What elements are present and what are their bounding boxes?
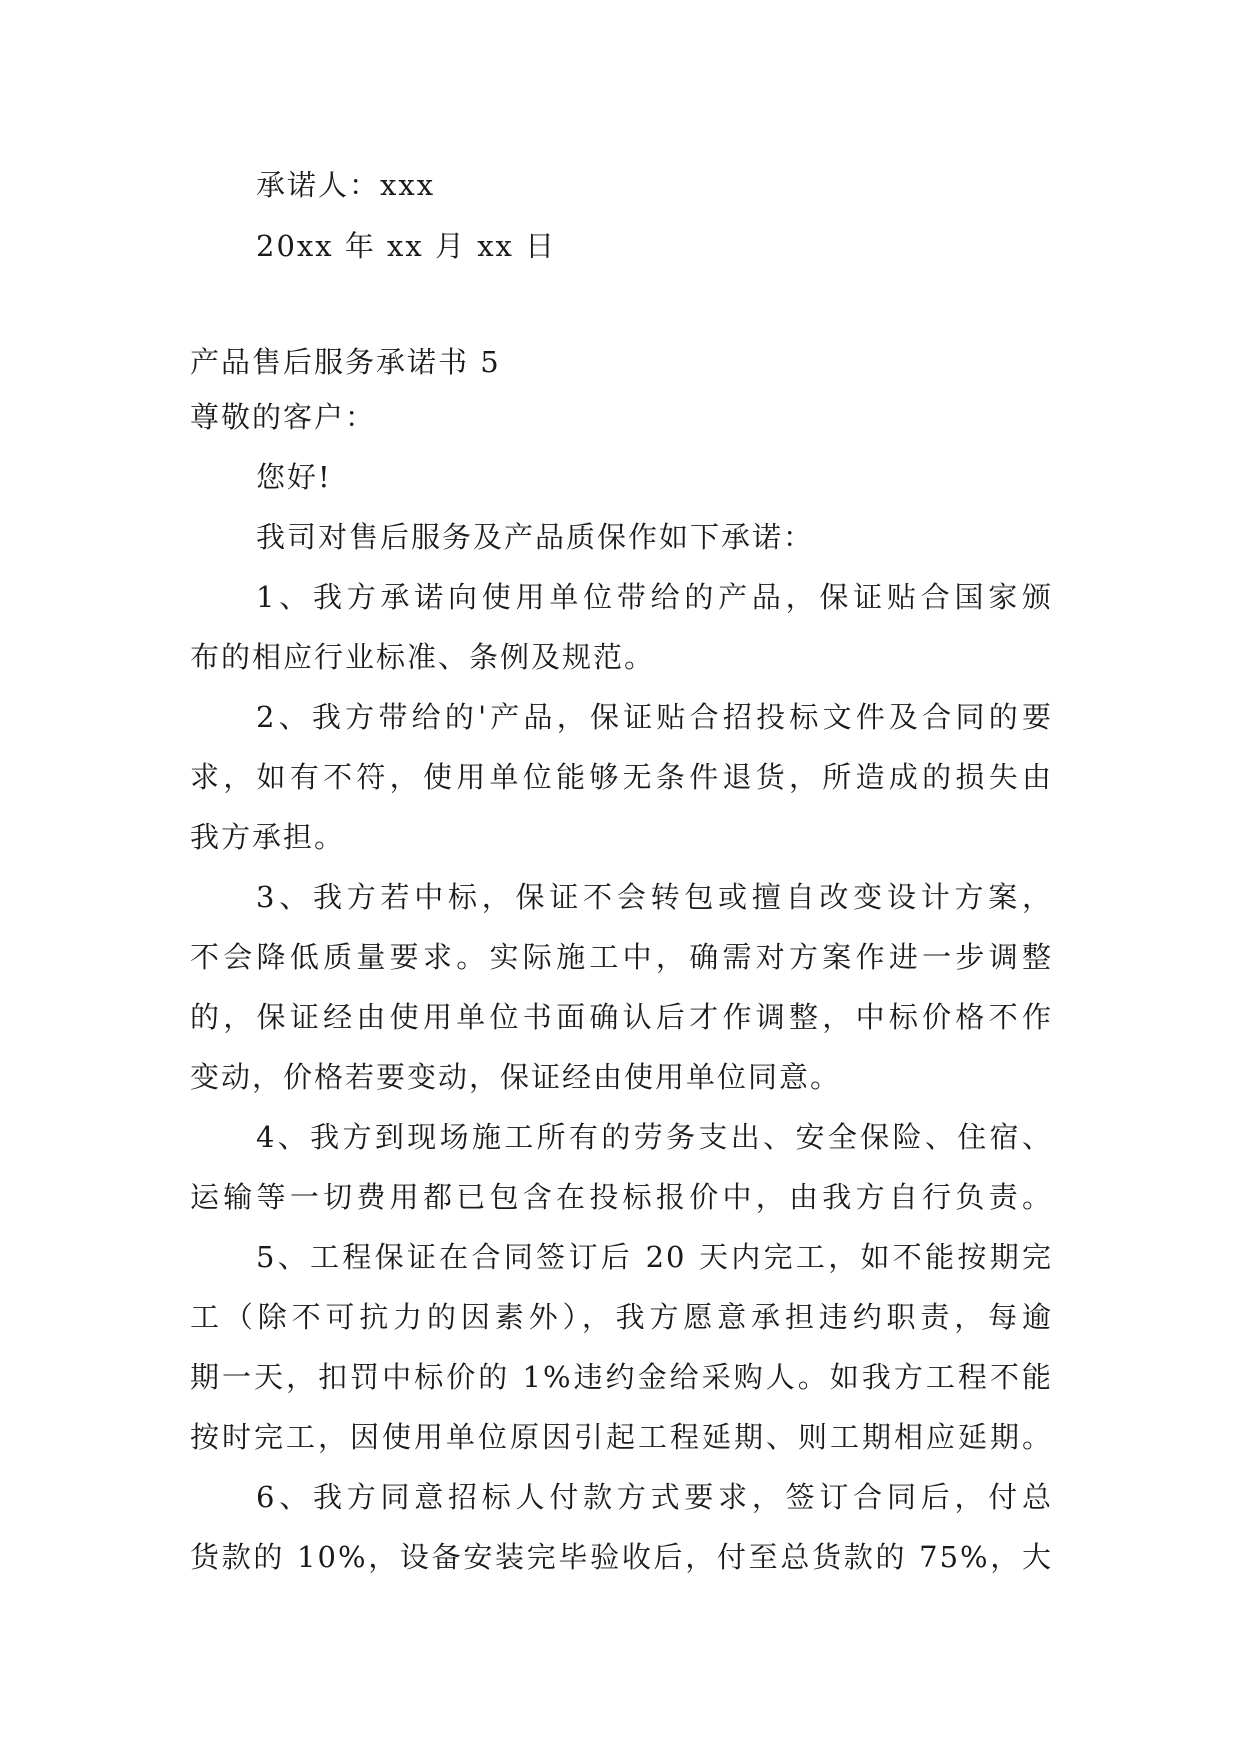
clause-line: 布的相应行业标准、条例及规范。 [190, 640, 656, 674]
salutation: 尊敬的客户： [190, 400, 377, 434]
greeting: 您好! [256, 460, 332, 494]
clause-line: 货款的 10%，设备安装完毕验收后，付至总货款的 75%，大 [190, 1540, 1053, 1574]
clause-line: 6、我方同意招标人付款方式要求，签订合同后，付总 [256, 1480, 1053, 1514]
clause-line: 运输等一切费用都已包含在投标报价中，由我方自行负责。 [190, 1180, 1053, 1214]
clause-line: 变动，价格若要变动，保证经由使用单位同意。 [190, 1060, 842, 1094]
date-line: 20xx 年 xx 月 xx 日 [256, 229, 557, 263]
signer-line: 承诺人：xxx [256, 168, 436, 202]
clause-line: 求，如有不符，使用单位能够无条件退货，所造成的损失由 [190, 760, 1053, 794]
intro-paragraph: 我司对售后服务及产品质保作如下承诺： [256, 520, 815, 554]
clause-line: 期一天，扣罚中标价的 1%违约金给采购人。如我方工程不能 [190, 1360, 1053, 1394]
clause-line: 4、我方到现场施工所有的劳务支出、安全保险、住宿、 [256, 1120, 1053, 1154]
clause-line: 5、工程保证在合同签订后 20 天内完工，如不能按期完 [256, 1240, 1053, 1274]
document-title: 产品售后服务承诺书 5 [190, 345, 501, 379]
clause-line: 不会降低质量要求。实际施工中，确需对方案作进一步调整 [190, 940, 1053, 974]
clause-line: 3、我方若中标，保证不会转包或擅自改变设计方案， [256, 880, 1053, 914]
clause-line: 工（除不可抗力的因素外），我方愿意承担违约职责，每逾 [190, 1300, 1053, 1334]
clause-line: 我方承担。 [190, 820, 346, 854]
clause-line: 按时完工，因使用单位原因引起工程延期、则工期相应延期。 [190, 1420, 1053, 1454]
clause-line: 1、我方承诺向使用单位带给的产品，保证贴合国家颁 [256, 580, 1053, 614]
clause-line: 2、我方带给的'产品，保证贴合招投标文件及合同的要 [256, 700, 1053, 734]
clause-line: 的，保证经由使用单位书面确认后才作调整，中标价格不作 [190, 1000, 1053, 1034]
